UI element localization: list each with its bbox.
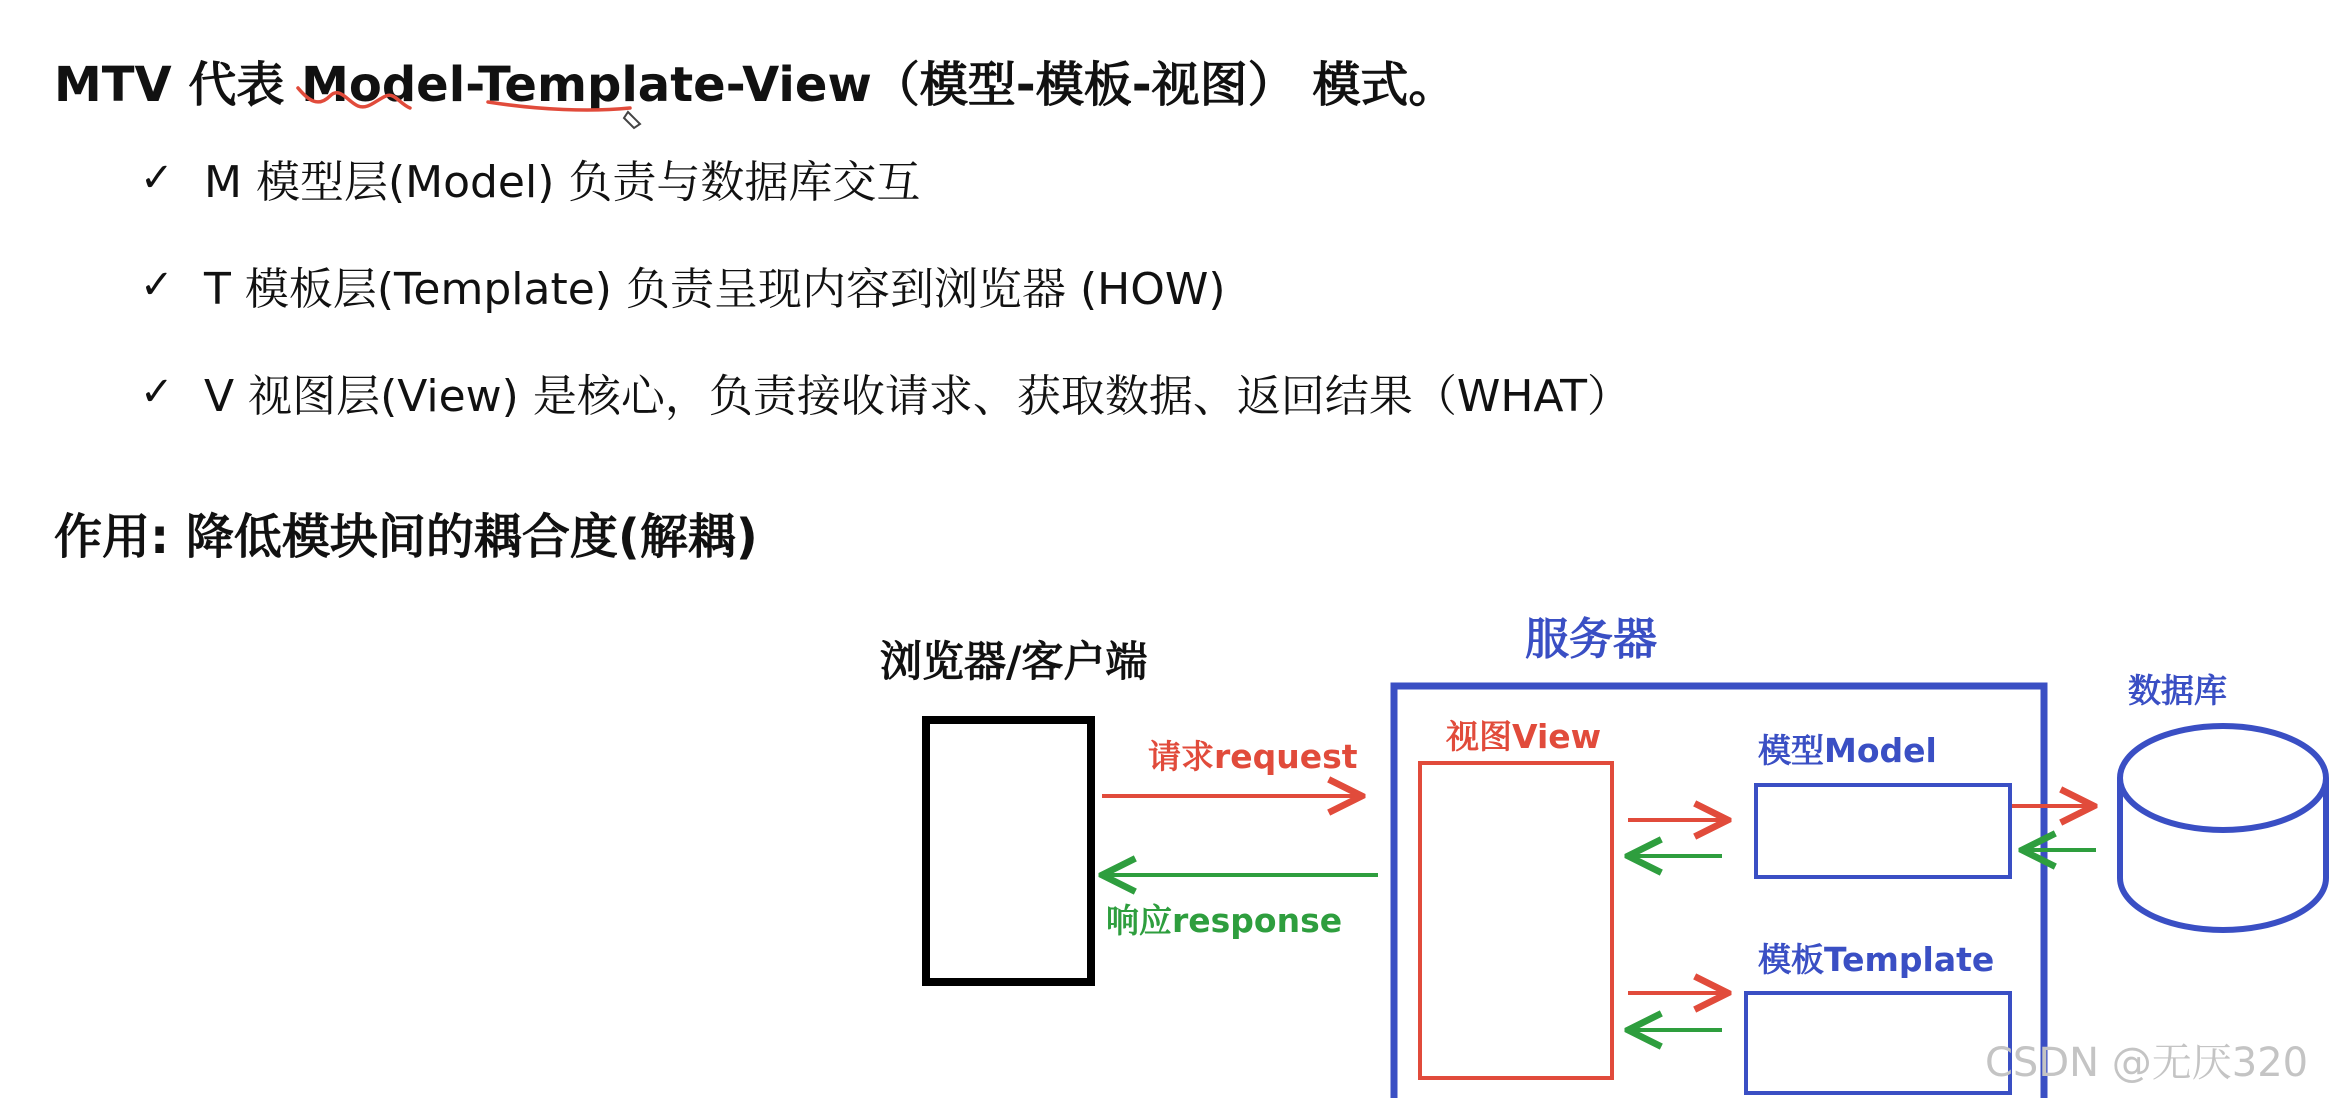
bullet-text: V 视图层(View) 是核心，负责接收请求、获取数据、返回结果（WHAT） [204, 371, 1631, 422]
server-label: 服务器 [1525, 614, 1657, 665]
browser-label: 浏览器/客户端 [880, 637, 1148, 686]
database-label: 数据库 [2128, 671, 2227, 710]
checkmark-icon: ✓ [140, 262, 174, 308]
response-label: 响应response [1106, 901, 1343, 940]
model-box [1756, 785, 2010, 877]
checkmark-icon: ✓ [140, 369, 174, 415]
purpose-heading: 作用: 降低模块间的耦合度(解耦) [54, 509, 758, 565]
template-box [1746, 993, 2010, 1093]
database-cylinder-icon [2120, 726, 2326, 930]
request-label: 请求request [1148, 737, 1358, 776]
template-label: 模板Template [1758, 940, 1995, 979]
bullet-text: M 模型层(Model) 负责与数据库交互 [204, 157, 921, 208]
browser-box [926, 720, 1091, 982]
view-box [1420, 763, 1612, 1078]
watermark: CSDN @无厌320 [1985, 1040, 2309, 1086]
view-label: 视图View [1446, 717, 1602, 756]
page-title: MTV 代表 Model-Template-View（模型-模板-视图） 模式。 [54, 57, 1457, 113]
bullet-text: T 模板层(Template) 负责呈现内容到浏览器 (HOW) [204, 264, 1226, 315]
checkmark-icon: ✓ [140, 155, 174, 201]
model-label: 模型Model [1758, 731, 1937, 770]
